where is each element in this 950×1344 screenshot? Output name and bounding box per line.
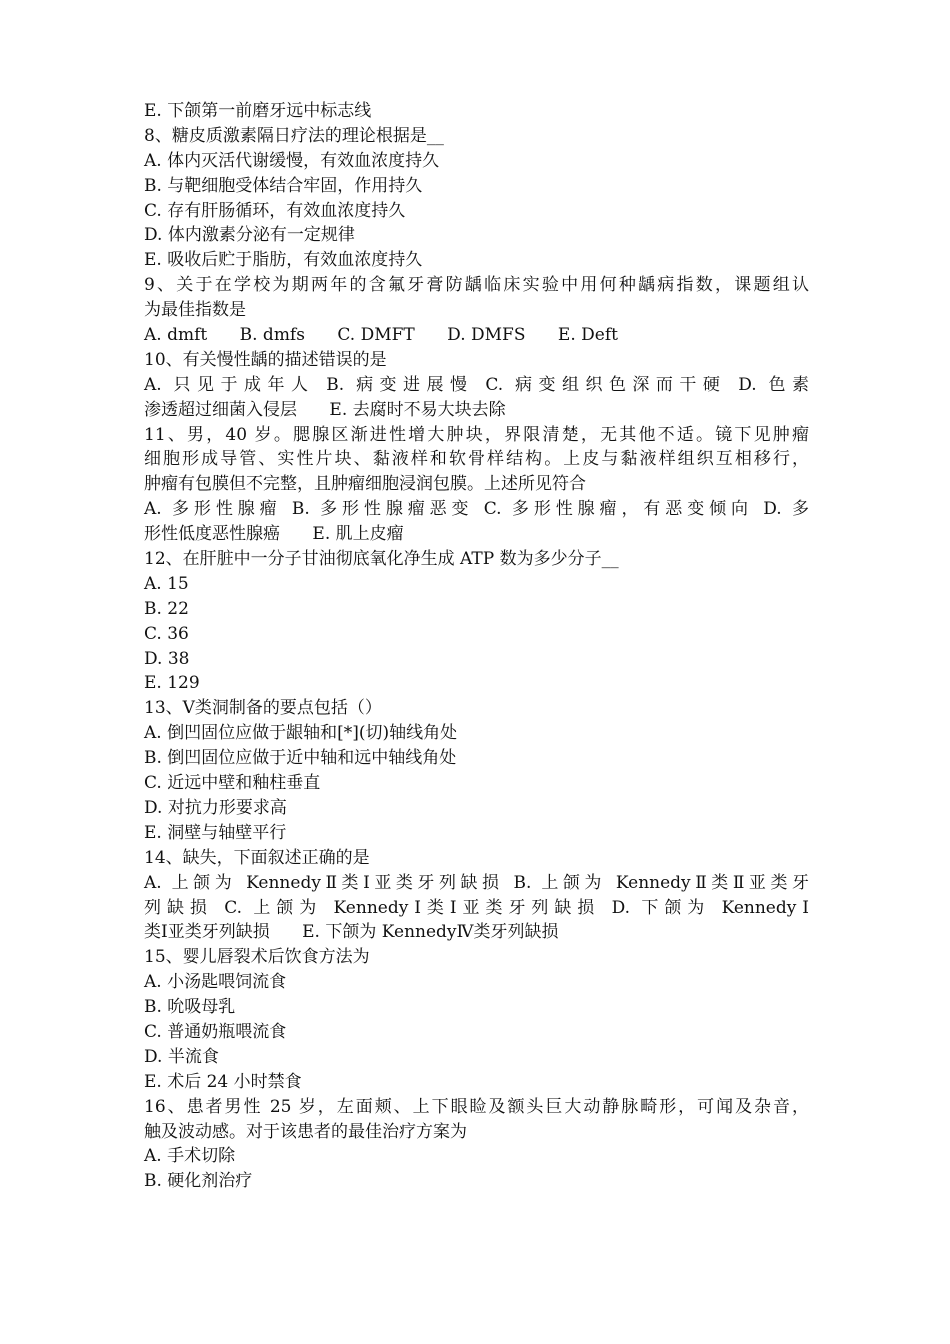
option-line: B. 吮吸母乳 xyxy=(144,997,236,1018)
option-line: 列缺损 C. 上颌为 KennedyⅠ类Ⅰ亚类牙列缺损 D. 下颌为 KennedyⅠ xyxy=(144,897,809,918)
question-line: 8、糖皮质激素隔日疗法的理论根据是__ xyxy=(144,125,444,146)
question-line: 16、患者男性 25 岁，左面颊、上下眼睑及额头巨大动静脉畸形，可闻及杂音， xyxy=(144,1096,809,1117)
option-line: A. 体内灭活代谢缓慢，有效血浓度持久 xyxy=(144,150,440,171)
option-line: E. 洞壁与轴壁平行 xyxy=(144,822,287,843)
option-line: 类Ⅰ亚类牙列缺损 E. 下颌为 KennedyⅣ类牙列缺损 xyxy=(144,922,559,943)
option-line: C. 普通奶瓶喂流食 xyxy=(144,1021,287,1042)
option-line: A. 只见于成年人 B. 病变进展慢 C. 病变组织色深而干硬 D. 色素 xyxy=(144,374,809,395)
question-line: 12、在肝脏中一分子甘油彻底氧化净生成 ATP 数为多少分子__ xyxy=(144,549,619,570)
question-line: 15、婴儿唇裂术后饮食方法为 xyxy=(144,947,370,968)
option-line: A. 上颌为 KennedyⅡ类Ⅰ亚类牙列缺损 B. 上颌为 KennedyⅡ类Ⅱ亚类牙 xyxy=(144,872,809,893)
option-line: 形性低度恶性腺癌 E. 肌上皮瘤 xyxy=(144,524,404,545)
question-line: 10、有关慢性龋的描述错误的是 xyxy=(144,349,387,370)
option-line: B. 22 xyxy=(144,598,189,619)
option-line: C. 36 xyxy=(144,623,189,644)
option-line: B. 与靶细胞受体结合牢固，作用持久 xyxy=(144,175,423,196)
document-page xyxy=(144,99,809,1194)
option-line: C. 近远中壁和釉柱垂直 xyxy=(144,773,321,794)
question-line: 为最佳指数是 xyxy=(144,300,246,321)
question-line: 肿瘤有包膜但不完整，且肿瘤细胞浸润包膜。上述所见符合 xyxy=(144,474,586,495)
option-line: A. 倒凹固位应做于龈轴和[*](切)轴线角处 xyxy=(144,723,458,744)
question-line: 触及波动感。对于该患者的最佳治疗方案为 xyxy=(144,1121,467,1142)
question-line: 11、男，40 岁。腮腺区渐进性增大肿块，界限清楚，无其他不适。镜下见肿瘤 xyxy=(144,424,809,445)
option-line: D. 体内激素分泌有一定规律 xyxy=(144,225,355,246)
option-line: A. 小汤匙喂饲流食 xyxy=(144,972,287,993)
question-line: 9、关于在学校为期两年的含氟牙膏防龋临床实验中用何种龋病指数，课题组认 xyxy=(144,275,809,296)
option-line: A. 15 xyxy=(144,573,189,594)
question-line: 13、V类洞制备的要点包括（） xyxy=(144,698,382,719)
option-line: B. 硬化剂治疗 xyxy=(144,1171,253,1192)
option-line: A. 多形性腺瘤 B. 多形性腺瘤恶变 C. 多形性腺瘤，有恶变倾向 D. 多 xyxy=(144,499,809,520)
option-line: E. 下颌第一前磨牙远中标志线 xyxy=(144,101,372,121)
option-line: A. 手术切除 xyxy=(144,1146,236,1167)
option-line: A. dmft B. dmfs C. DMFT D. DMFS E. Deft xyxy=(144,325,618,346)
option-line: D. 对抗力形要求高 xyxy=(144,797,287,818)
option-line: E. 术后 24 小时禁食 xyxy=(144,1071,302,1092)
question-line: 细胞形成导管、实性片块、黏液样和软骨样结构。上皮与黏液样组织互相移行， xyxy=(144,449,809,470)
option-line: C. 存有肝肠循环，有效血浓度持久 xyxy=(144,200,406,221)
option-line: E. 129 xyxy=(144,673,200,694)
option-line: D. 38 xyxy=(144,648,190,669)
option-line: 渗透超过细菌入侵层 E. 去腐时不易大块去除 xyxy=(144,399,506,420)
option-line: E. 吸收后贮于脂肪，有效血浓度持久 xyxy=(144,250,423,271)
option-line: D. 半流食 xyxy=(144,1046,219,1067)
question-line: 14、缺失，下面叙述正确的是 xyxy=(144,847,370,868)
option-line: B. 倒凹固位应做于近中轴和远中轴线角处 xyxy=(144,748,457,769)
